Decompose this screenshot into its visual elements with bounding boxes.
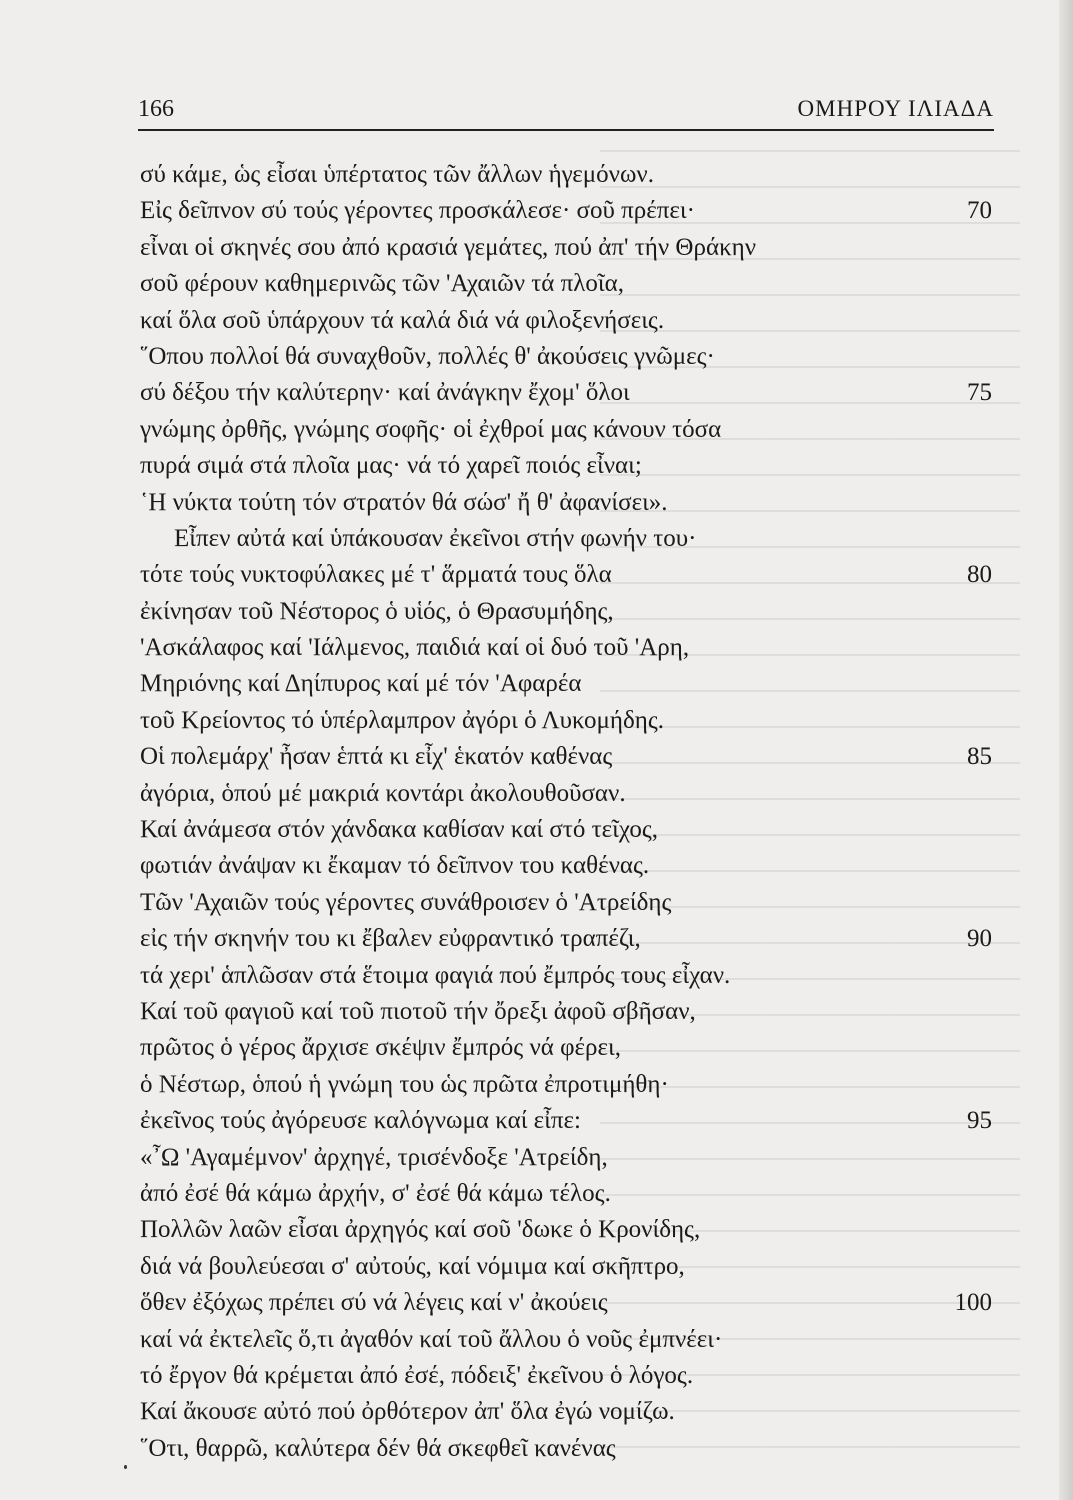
verse-line bbox=[140, 594, 1000, 630]
line-number: 95 bbox=[967, 1107, 992, 1135]
verse-text: «῏Ω 'Αγαμέμνον' ἀρχηγέ, τρισένδοξε 'Ατρείδη, bbox=[140, 1143, 608, 1171]
verse-line bbox=[140, 1358, 1000, 1394]
verse-line bbox=[140, 1067, 1000, 1103]
verse-text: ῞Οτι, θαρρῶ, καλύτερα δέν θά σκεφθεῖ κανένας bbox=[140, 1434, 616, 1462]
verse-line bbox=[140, 739, 1000, 775]
verse-line bbox=[140, 1431, 1000, 1467]
verse-line bbox=[140, 557, 1000, 593]
verse-line bbox=[140, 630, 1000, 666]
verse-line bbox=[140, 776, 1000, 812]
page-edge bbox=[1059, 0, 1073, 1500]
verse-text: καί νά ἐκτελεῖς ὅ,τι ἀγαθόν καί τοῦ ἄλλου ὁ νοῦς ἐμπνέει· bbox=[140, 1325, 723, 1353]
verse-line bbox=[140, 375, 1000, 411]
verse-line bbox=[140, 1212, 1000, 1248]
verse-text: Καί ἄκουσε αὐτό πού ὀρθότερον ἀπ' ὅλα ἐγώ νομίζω. bbox=[140, 1398, 675, 1426]
verse-text: Καί ἀνάμεσα στόν χάνδακα καθίσαν καί στό τεῖχος, bbox=[140, 816, 659, 844]
verse-line bbox=[140, 1030, 1000, 1066]
verse-line bbox=[140, 848, 1000, 884]
ink-speck bbox=[124, 1465, 127, 1469]
verse-line bbox=[140, 230, 1000, 266]
verse-text: πυρά σιμά στά πλοῖα μας· νά τό χαρεῖ ποιός εἶναι; bbox=[140, 452, 642, 480]
verse-line bbox=[140, 994, 1000, 1030]
verse-line bbox=[140, 703, 1000, 739]
verse-text: γνώμης ὀρθῆς, γνώμης σοφῆς· οἱ ἐχθροί μας κάνουν τόσα bbox=[140, 415, 722, 443]
verse-text: Εἶπεν αὐτά καί ὑπάκουσαν ἐκεῖνοι στήν φωνήν του· bbox=[174, 524, 697, 552]
verse-text: ἀγόρια, ὁπού μέ μακριά κοντάρι ἀκολουθοῦσαν. bbox=[140, 779, 626, 807]
verse-text: Τῶν 'Αχαιῶν τούς γέροντες συνάθροισεν ὁ 'Ατρείδης bbox=[140, 888, 672, 916]
verse-text: τό ἔργον θά κρέμεται ἀπό ἐσέ, πόδειξ' ἐκεῖνου ὁ λόγος. bbox=[140, 1361, 694, 1389]
verse-line bbox=[140, 157, 1000, 193]
verse-line bbox=[140, 921, 1000, 957]
verse-text: πρῶτος ὁ γέρος ἄρχισε σκέψιν ἔμπρός νά φέρει, bbox=[140, 1034, 621, 1062]
page-number: 166 bbox=[138, 96, 174, 122]
verse-text: ἀπό ἐσέ θά κάμω ἀρχήν, σ' ἐσέ θά κάμω τέλος. bbox=[140, 1179, 611, 1207]
verse-text: 'Ασκάλαφος καί 'Ιάλμενος, παιδιά καί οἱ δυό τοῦ 'Αρη, bbox=[140, 634, 690, 662]
verse-block bbox=[140, 157, 1000, 1467]
verse-text: ῞Οπου πολλοί θά συναχθοῦν, πολλές θ' ἀκούσεις γνῶμες· bbox=[140, 342, 715, 370]
verse-line bbox=[140, 266, 1000, 302]
verse-line bbox=[140, 958, 1000, 994]
verse-text: Μηριόνης καί Δηίπυρος καί μέ τόν 'Αφαρέα bbox=[140, 670, 582, 698]
verse-text: φωτιάν ἀνάψαν κι ἔκαμαν τό δεῖπνον του καθένας. bbox=[140, 852, 650, 880]
verse-text: Οἱ πολεμάρχ' ἦσαν ἑπτά κι εἶχ' ἑκατόν καθένας bbox=[140, 743, 613, 771]
verse-line bbox=[140, 339, 1000, 375]
verse-text: ἐκίνησαν τοῦ Νέστορος ὁ υἱός, ὁ Θρασυμήδης, bbox=[140, 597, 614, 625]
line-number: 100 bbox=[954, 1289, 992, 1317]
verse-text: τοῦ Κρείοντος τό ὑπέρλαμπρον ἀγόρι ὁ Λυκομήδης. bbox=[140, 706, 664, 734]
verse-line bbox=[140, 485, 1000, 521]
verse-text: καί ὅλα σοῦ ὑπάρχουν τά καλά διά νά φιλοξενήσεις. bbox=[140, 306, 665, 334]
verse-line bbox=[140, 1103, 1000, 1139]
verse-line bbox=[140, 193, 1000, 229]
verse-text: τά χερι' ἁπλῶσαν στά ἕτοιμα φαγιά πού ἔμπρός τους εἶχαν. bbox=[140, 961, 731, 989]
line-number: 80 bbox=[967, 561, 992, 589]
verse-text: ὅθεν ἐξόχως πρέπει σύ νά λέγεις καί ν' ἀκούεις bbox=[140, 1289, 608, 1317]
verse-line bbox=[140, 1140, 1000, 1176]
verse-text: ῾Η νύκτα τούτη τόν στρατόν θά σώσ' ἤ θ' ἀφανίσει». bbox=[140, 488, 668, 516]
verse-line bbox=[140, 303, 1000, 339]
line-number: 75 bbox=[967, 379, 992, 407]
verse-text: εἰς τήν σκηνήν του κι ἔβαλεν εὐφραντικό τραπέζι, bbox=[140, 925, 641, 953]
verse-text: ὁ Νέστωρ, ὁπού ἡ γνώμη του ὡς πρῶτα ἐπροτιμήθη· bbox=[140, 1070, 669, 1098]
verse-line bbox=[140, 521, 1000, 557]
line-number: 85 bbox=[967, 743, 992, 771]
verse-text: Πολλῶν λαῶν εἶσαι ἀρχηγός καί σοῦ 'δωκε ὁ Κρονίδης, bbox=[140, 1216, 701, 1244]
verse-line bbox=[140, 1176, 1000, 1212]
verse-line bbox=[140, 812, 1000, 848]
verse-line bbox=[140, 412, 1000, 448]
verse-line bbox=[140, 885, 1000, 921]
verse-text: τότε τούς νυκτοφύλακες μέ τ' ἅρματά τους ὅλα bbox=[140, 561, 612, 589]
running-title: ΟΜΗΡΟΥ ΙΛΙΑΔΑ bbox=[797, 96, 994, 121]
verse-text: σύ κάμε, ὡς εἶσαι ὑπέρτατος τῶν ἄλλων ἡγεμόνων. bbox=[140, 161, 654, 188]
verse-text: Καί τοῦ φαγιοῦ καί τοῦ πιοτοῦ τήν ὄρεξι ἀφοῦ σβῆσαν, bbox=[140, 997, 696, 1025]
verse-text: διά νά βουλεύεσαι σ' αὐτούς, καί νόμιμα καί σκῆπτρο, bbox=[140, 1252, 685, 1280]
verse-text: Εἰς δεῖπνον σύ τούς γέροντες προσκάλεσε· σοῦ πρέπει· bbox=[140, 197, 695, 225]
verse-line bbox=[140, 1249, 1000, 1285]
verse-text: εἶναι οἱ σκηνές σου ἀπό κρασιά γεμάτες, πού ἀπ' τήν Θράκην bbox=[140, 233, 757, 261]
verse-text: σύ δέξου τήν καλύτερην· καί ἀνάγκην ἔχομ' ὅλοι bbox=[140, 379, 630, 407]
verse-text: σοῦ φέρουν καθημερινῶς τῶν 'Αχαιῶν τά πλοῖα, bbox=[140, 270, 624, 298]
verse-line bbox=[140, 448, 1000, 484]
line-number: 90 bbox=[967, 925, 992, 953]
verse-text: ἐκεῖνος τούς ἀγόρευσε καλόγνωμα καί εἶπε: bbox=[140, 1107, 581, 1135]
page-header bbox=[138, 96, 994, 132]
verse-line bbox=[140, 1322, 1000, 1358]
verse-line bbox=[140, 1285, 1000, 1321]
verse-line bbox=[140, 666, 1000, 702]
verse-line bbox=[140, 1394, 1000, 1430]
line-number: 70 bbox=[967, 197, 992, 225]
header-rule bbox=[138, 129, 994, 131]
